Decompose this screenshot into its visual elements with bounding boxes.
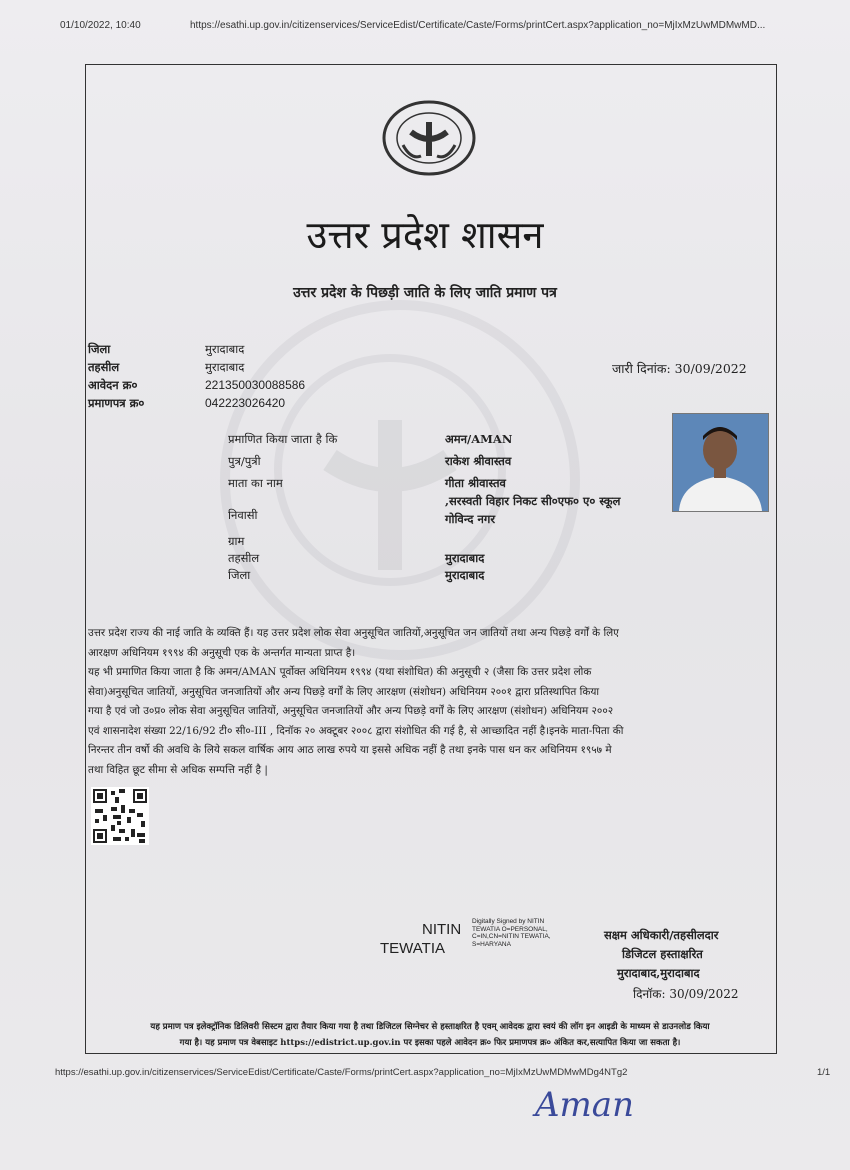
up-government-emblem-icon <box>381 100 477 176</box>
applicant-name: अमन/AMAN <box>445 432 513 446</box>
authority-location: मुरादाबाद,मुरादाबाद <box>617 966 700 980</box>
address-line-2: गोविन्द नगर <box>445 512 496 526</box>
district-value: मुरादाबाद <box>205 342 245 356</box>
authority-date: दिनॉक: 30/09/2022 <box>633 987 739 1001</box>
certificate-number: 042223026420 <box>205 396 286 410</box>
address-line-1: ,सरस्वती विहार निकट सी०एफ० ए० स्कूल <box>445 494 621 508</box>
authority-title: सक्षम अधिकारी/तहसीलदार <box>604 928 719 942</box>
application-label: आवेदन क्र० <box>88 378 138 392</box>
signature-detail-line: Digitally Signed by NITIN <box>472 918 545 925</box>
parent-label: पुत्र/पुत्री <box>228 454 261 468</box>
issue-date: जारी दिनांक: 30/09/2022 <box>612 361 747 376</box>
person-district-value: मुरादाबाद <box>445 568 485 582</box>
person-district-label: जिला <box>228 568 251 582</box>
signer-first-name: NITIN <box>422 921 462 938</box>
authority-digital-signed: डिजिटल हस्ताक्षरित <box>622 947 703 961</box>
certificate-label: प्रमाणपत्र क्र० <box>88 396 145 410</box>
body-line: उत्तर प्रदेश राज्य की नाई जाति के व्यक्ति हैं। यह उत्तर प्रदेश लोक सेवा अनुसूचित जातियों,अनुसूचित जन जातियों तथा अन्य पिछड़े वर्गों के लिए <box>88 627 619 639</box>
body-line: गया है एवं जो उ०प्र० लोक सेवा अनुसूचित जातियों, अनुसूचित जनजातियों और अन्य पिछड़े वर्गों के लिए आरक्षण (संशोधन) अधिनियम २००२ <box>88 705 614 717</box>
parent-name: राकेश श्रीवास्तव <box>445 454 512 468</box>
page-number: 1/1 <box>817 1067 831 1078</box>
signature-detail-line: TEWATIA O=PERSONAL, <box>472 925 548 933</box>
footer-note-line: यह प्रमाण पत्र इलेक्ट्रॉनिक डिलिवरी सिस्टम द्वारा तैयार किया गया है तथा डिजिटल सिग्नेचर से हस्ताक्षरित है एवम् आवेदक द्वारा स्वयं की लॉग इन आइडी के माध्यम से डाउनलोड किया <box>150 1022 710 1032</box>
certificate-subtitle: उत्तर प्रदेश के पिछड़ी जाति के लिए जाति प्रमाण पत्र <box>293 285 557 301</box>
body-line: निरन्तर तीन वर्षो की अवधि के लिये सकल वार्षिक आय आठ लाख रुपये या इससे अधिक नहीं है तथा इनके पास धन कर अधिनियम १९५७ मे <box>88 744 612 756</box>
certified-label: प्रमाणित किया जाता है कि <box>228 432 338 446</box>
body-line: तथा विहित छूट सीमा से अधिक सम्पत्ति नहीं है | <box>88 763 268 776</box>
body-line: आरक्षण अधिनियम १९९४ की अनुसूची एक के अन्तर्गत मान्यता प्राप्त है। <box>88 646 356 659</box>
print-datetime: 01/10/2022, 10:40 <box>60 20 141 31</box>
page-title: उत्तर प्रदेश शासन <box>306 213 544 257</box>
body-line: यह भी प्रमाणित किया जाता है कि अमन/AMAN पूर्वोक्त अधिनियम १९९४ (यथा संशोधित) की अनुसूची २ (जैसा कि उत्तर प्रदेश लोक <box>88 666 592 678</box>
body-line: एवं शासनादेश संख्या 22/16/92 टी० सी०-III , दिनॉक २० अक्टूबर २००८ द्वारा संशोधित की गई है, से आच्छादित नहीं है।इनके माता-पिता की <box>88 724 624 737</box>
handwritten-signature: Aman <box>535 1085 634 1125</box>
mother-name: गीता श्रीवास्तव <box>445 476 506 490</box>
district-label: जिला <box>88 342 111 356</box>
body-line: सेवा)अनुसूचित जातियों, अनुसूचित जनजातियों और अन्य पिछड़े वर्गों के लिए आरक्षण (संशोधन) अधिनियम २००१ द्वारा प्रतिस्थापित किया <box>88 685 600 698</box>
print-url-header: https://esathi.up.gov.in/citizenservices/ServiceEdist/Certificate/Caste/Forms/printCert.aspx?application_no=MjIxMzUwMDMwMD... <box>190 20 766 31</box>
resident-label: निवासी <box>228 508 258 522</box>
signature-details <box>472 918 551 948</box>
qr-code-icon <box>91 787 149 845</box>
signature-detail-line: S=HARYANA <box>472 940 511 948</box>
tehsil-label: तहसील <box>88 360 120 374</box>
signature-detail-line: C=IN,CN=NITIN TEWATIA, <box>472 933 551 940</box>
village-label: ग्राम <box>228 534 245 548</box>
signer-last-name: TEWATIA <box>380 940 445 957</box>
footer-note <box>88 1019 772 1051</box>
footer-note-line: गया है। यह प्रमाण पत्र वेबसाइट https://edistrict.up.gov.in पर इसका पहले आवेदन क्र० फिर प्रमाणपत्र क्र० अंकित कर,सत्यापित किया जा सकता है। <box>179 1038 681 1048</box>
digital-signature-block <box>380 918 580 962</box>
application-number: 221350030088586 <box>205 378 306 392</box>
mother-label: माता का नाम <box>228 476 283 490</box>
person-tehsil-label: तहसील <box>228 551 260 565</box>
tehsil-value: मुरादाबाद <box>205 360 245 374</box>
print-url-footer: https://esathi.up.gov.in/citizenservices/ServiceEdist/Certificate/Caste/Forms/printCert.aspx?application_no=MjIxMzUwMDMwMDg4NTg2 <box>55 1067 628 1078</box>
person-tehsil-value: मुरादाबाद <box>445 551 485 565</box>
applicant-photo <box>672 413 769 512</box>
caste-statement <box>88 624 768 780</box>
